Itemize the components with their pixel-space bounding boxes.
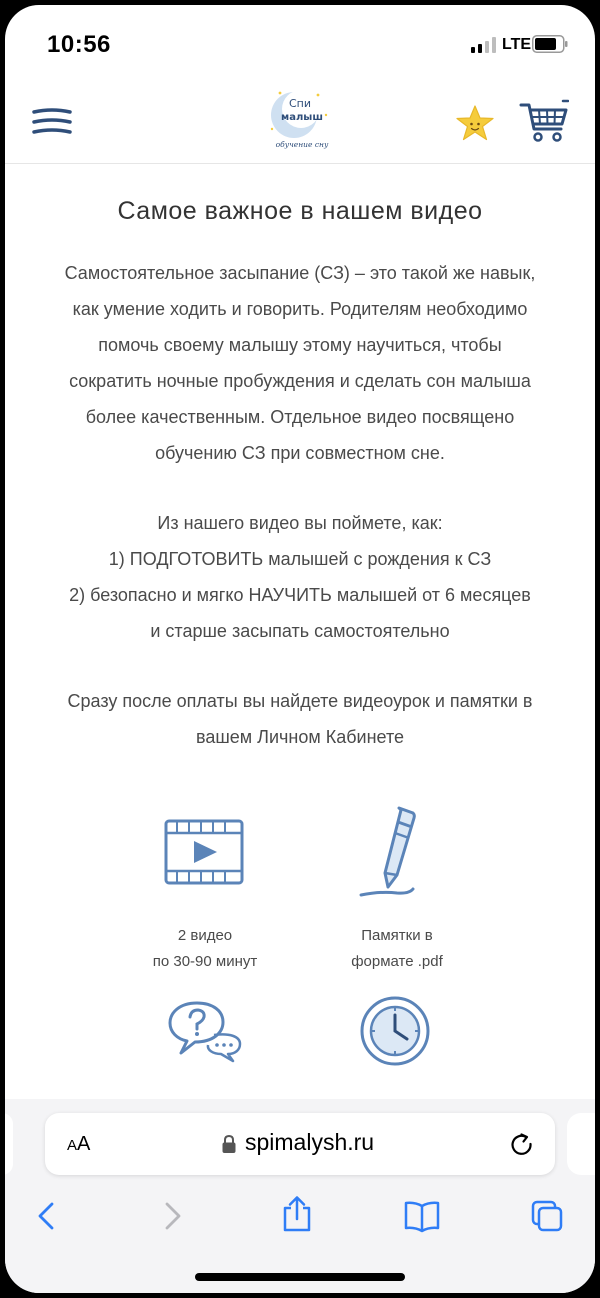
text-line: 2) безопасно и мягко НАУЧИТЬ малышей от 6 месяцев: [69, 585, 531, 605]
text-line: и старше засыпать самостоятельно: [150, 621, 450, 641]
text-line: как умение ходить и говорить. Родителям необходимо: [72, 299, 528, 319]
learn-paragraph: [25, 505, 575, 649]
text-line: обучению СЗ при совместном сне.: [155, 443, 445, 463]
phone-screen: [5, 5, 595, 1293]
text-size-large-a: A: [77, 1133, 91, 1155]
hamburger-menu-icon[interactable]: [31, 105, 73, 139]
address-bar[interactable]: [45, 1113, 555, 1175]
text-size-button[interactable]: [67, 1133, 90, 1156]
next-tab-peek[interactable]: [567, 1113, 595, 1175]
text-size-small-a: A: [67, 1137, 78, 1154]
bookmarks-icon[interactable]: [403, 1199, 441, 1233]
site-logo[interactable]: [260, 85, 340, 163]
logo-text-sub: обучение сну: [275, 140, 329, 149]
feature-pdf-label: [312, 923, 482, 975]
feature-videos-label: [120, 923, 290, 975]
text-line: Самостоятельное засыпание (СЗ) – это такой же навык,: [64, 263, 536, 283]
text-line: помочь своему малышу этому научиться, чтобы: [98, 335, 502, 355]
feature-line: по 30-90 минут: [152, 953, 258, 970]
forward-icon[interactable]: [155, 1199, 189, 1233]
status-bar: [5, 5, 595, 85]
site-header: [5, 85, 595, 164]
tabs-icon[interactable]: [530, 1199, 564, 1233]
home-indicator[interactable]: [195, 1273, 405, 1281]
battery-icon: [532, 35, 568, 53]
lock-icon: [221, 1134, 237, 1154]
previous-tab-peek[interactable]: [5, 1113, 13, 1175]
signal-icon: [471, 37, 497, 53]
payment-paragraph: [25, 683, 575, 755]
network-type: LTE: [502, 36, 532, 53]
feature-line: Памятки в: [361, 927, 433, 944]
reload-icon[interactable]: [509, 1132, 535, 1158]
text-line: Сразу после оплаты вы найдете видеоурок и памятки в: [67, 691, 533, 711]
share-icon[interactable]: [280, 1195, 314, 1233]
intro-paragraph: [25, 255, 575, 471]
logo-text-top: Спи: [288, 97, 312, 110]
text-line: 1) ПОДГОТОВИТЬ малышей с рождения к СЗ: [108, 549, 492, 569]
text-line: вашем Личном Кабинете: [195, 727, 405, 747]
favorites-star-icon[interactable]: [455, 103, 495, 143]
browser-toolbar: [5, 1099, 595, 1293]
feature-line: формате .pdf: [351, 953, 443, 970]
text-line: сократить ночные пробуждения и сделать сон малыша: [69, 371, 531, 391]
section-title: Самое важное в нашем видео: [117, 197, 483, 225]
cart-icon[interactable]: [519, 99, 569, 145]
film-play-icon: [163, 817, 245, 887]
pencil-icon: [357, 805, 437, 901]
text-line: более качественным. Отдельное видео посвящено: [85, 407, 515, 427]
chat-question-icon: [167, 999, 243, 1063]
status-time: 10:56: [47, 31, 111, 58]
back-icon[interactable]: [30, 1199, 64, 1233]
feature-line: 2 видео: [177, 927, 233, 944]
logo-text-main: малыш: [281, 112, 323, 123]
text-line: Из нашего видео вы поймете, как:: [157, 513, 443, 533]
clock-icon: [359, 995, 431, 1067]
url-text[interactable]: spimalysh.ru: [245, 1129, 375, 1155]
